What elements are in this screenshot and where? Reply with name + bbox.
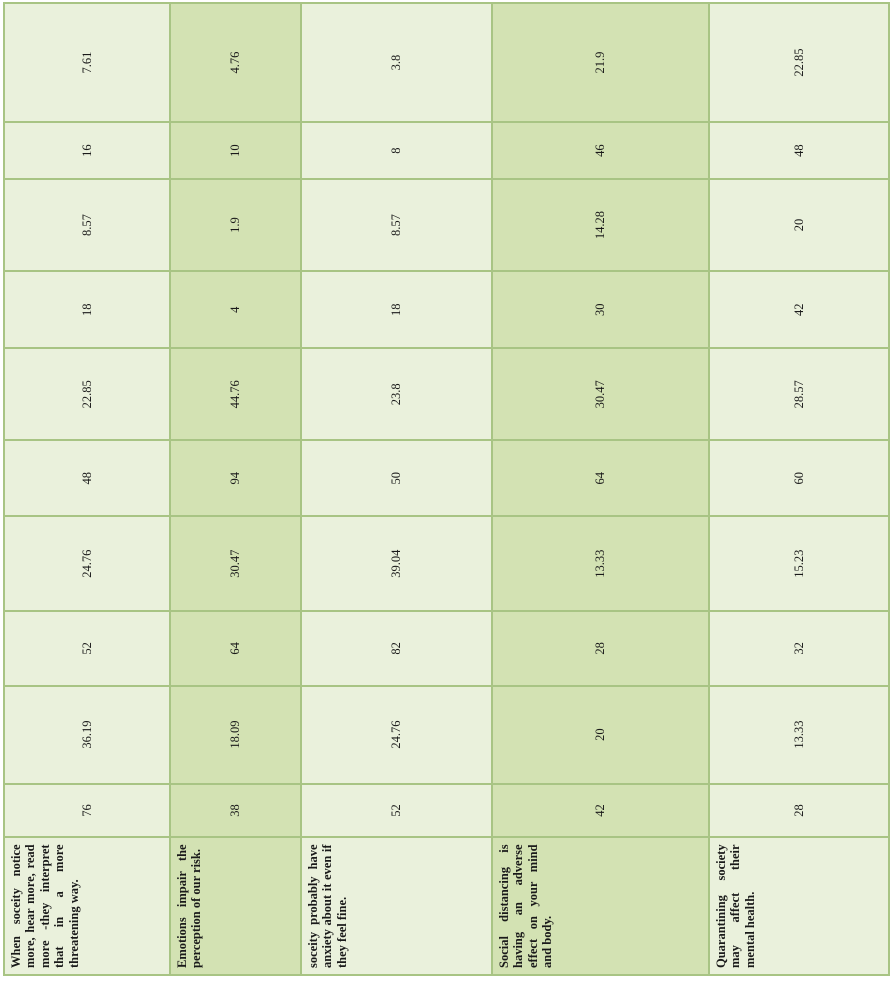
value-cell: 30.47	[493, 347, 710, 439]
header-cell: soceity probably have anxiety about it even if they feel fine.	[302, 836, 493, 974]
value-cell: 8.57	[302, 178, 493, 270]
value-cell: 22.85	[710, 4, 888, 121]
value-cell: 18	[302, 270, 493, 348]
value-cell: 24.76	[5, 515, 171, 610]
value-cell: 48	[710, 121, 888, 178]
value-cell: 18	[5, 270, 171, 348]
table-row	[5, 4, 171, 974]
value-cell: 94	[171, 439, 302, 515]
table-row	[171, 4, 302, 974]
header-cell: When soceity notice more, hear more, read more -they interpret that in a more threatening way.	[5, 836, 171, 974]
value-cell: 28.57	[710, 347, 888, 439]
value-cell: 42	[710, 270, 888, 348]
value-cell: 20	[493, 685, 710, 783]
value-cell: 28	[710, 783, 888, 837]
value-cell: 30	[493, 270, 710, 348]
header-cell: Emotions impair the perception of our risk.	[171, 836, 302, 974]
value-cell: 8.57	[5, 178, 171, 270]
value-cell: 16	[5, 121, 171, 178]
value-cell: 18.09	[171, 685, 302, 783]
table-row	[302, 4, 493, 974]
value-cell: 76	[5, 783, 171, 837]
value-cell: 20	[710, 178, 888, 270]
value-cell: 28	[493, 610, 710, 684]
value-cell: 15.23	[710, 515, 888, 610]
value-cell: 13.33	[493, 515, 710, 610]
header-cell: Quarantining society may affect their mental health.	[710, 836, 888, 974]
value-cell: 46	[493, 121, 710, 178]
value-cell: 48	[5, 439, 171, 515]
value-cell: 23.8	[302, 347, 493, 439]
value-cell: 7.61	[5, 4, 171, 121]
value-cell: 52	[5, 610, 171, 684]
value-cell: 21.9	[493, 4, 710, 121]
rotated-table-container	[3, 2, 806, 976]
value-cell: 3.8	[302, 4, 493, 121]
value-cell: 24.76	[302, 685, 493, 783]
value-cell: 4	[171, 270, 302, 348]
value-cell: 4.76	[171, 4, 302, 121]
header-cell: Social distancing is having an adverse effect on your mind and body.	[493, 836, 710, 974]
value-cell: 60	[710, 439, 888, 515]
value-cell: 64	[493, 439, 710, 515]
value-cell: 30.47	[171, 515, 302, 610]
value-cell: 52	[302, 783, 493, 837]
value-cell: 8	[302, 121, 493, 178]
table-row	[493, 4, 710, 974]
table-row	[710, 4, 888, 974]
value-cell: 44.76	[171, 347, 302, 439]
value-cell: 36.19	[5, 685, 171, 783]
survey-results-table	[3, 2, 890, 976]
value-cell: 22.85	[5, 347, 171, 439]
value-cell: 42	[493, 783, 710, 837]
value-cell: 32	[710, 610, 888, 684]
value-cell: 38	[171, 783, 302, 837]
value-cell: 82	[302, 610, 493, 684]
value-cell: 64	[171, 610, 302, 684]
value-cell: 13.33	[710, 685, 888, 783]
value-cell: 1.9	[171, 178, 302, 270]
value-cell: 14.28	[493, 178, 710, 270]
value-cell: 39.04	[302, 515, 493, 610]
value-cell: 10	[171, 121, 302, 178]
value-cell: 50	[302, 439, 493, 515]
